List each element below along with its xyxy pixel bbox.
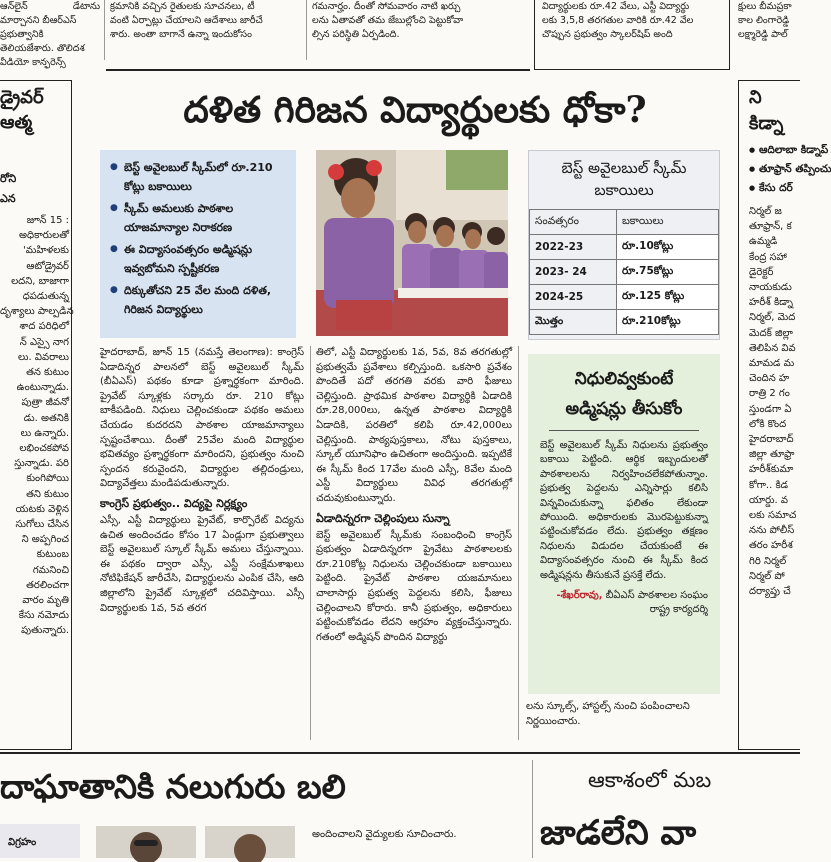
- text-line: శాద పరిధిలో: [19, 321, 69, 333]
- text-line: యటకు వెళ్లిన: [15, 503, 69, 515]
- heading-line: ఆత్మ: [0, 112, 33, 133]
- bottom-left-box: [0, 824, 80, 858]
- text-line: విద్యార్థులకు రూ.42 వేలు, ఎస్టీ విద్యార్థు: [542, 1, 690, 12]
- right-bullet: ● కేసు దర్: [749, 181, 800, 196]
- text-line: నను పోలీస్: [749, 525, 795, 537]
- article-subhead: కాంగ్రెస్ ప్రభుత్వం.. విద్యపై నిర్లక్ష్యం: [100, 496, 248, 510]
- highlight-item: ● దిక్కుతోచని 25 వేల మంది దళిత, గిరిజన విద్యార్థులు: [110, 281, 286, 319]
- quote-headline: [540, 364, 708, 424]
- bottom-left-label: విగ్రహం: [8, 837, 37, 848]
- text-line: చొప్పున ప్రభుత్వం స్కాలర్‌షిప్ అంది: [542, 29, 673, 40]
- text-line: ప్రభుత్వానికి తెలియజేశారు. తొలిదశ: [0, 29, 85, 54]
- amount-cell: రూ.75కోట్లు: [616, 260, 718, 285]
- text-line: గమనార్హం. దీంతో సోమవారం నాటి ఖర్చు: [312, 1, 461, 12]
- year-cell: 2023- 24: [530, 260, 617, 285]
- text-line: తెలిపిన వివ: [749, 342, 796, 354]
- students-photo-illustration: [316, 150, 508, 336]
- text-line: చెందిన హ: [749, 373, 790, 385]
- amount-cell: రూ.125 కోట్లు: [616, 285, 718, 310]
- table-header-cell: బకాయిలు: [616, 210, 718, 235]
- right-story-heading: [749, 81, 800, 137]
- article-column-2: [316, 346, 512, 742]
- text-line: గమనించి: [32, 564, 69, 576]
- right-bullet: ● ఆదిలాబా కిడ్నాప్: [749, 143, 800, 158]
- sub-line: ఎన: [0, 192, 16, 205]
- article-subhead: ఏడాదిన్నరగా చెల్లింపులు సున్నా: [316, 511, 450, 525]
- top-col-3: [312, 0, 508, 58]
- table-row: [530, 235, 719, 260]
- left-story-body: [0, 213, 74, 639]
- text-line: ల్సిన పరిస్థితి ఏర్పడింది.: [312, 29, 400, 40]
- bottom-headline-left: దాఘాతానికి నలుగురు బలి: [0, 767, 346, 806]
- right-story-body: [749, 204, 800, 599]
- text-line: కుటుంబ: [36, 549, 69, 561]
- text-line: కుంగిపోయి: [26, 473, 69, 485]
- text-line: లకు సమాచ: [749, 510, 797, 522]
- person-photo-1: [96, 826, 196, 858]
- article-paragraph: ఎస్సీ, ఎస్టీ విద్యార్థులు ప్రైవేట్, కార్పొరేట్ విద్యను ఉచిత అందించడం కోసం 17 ఏండ్లుగా ప్రభుత్వాలు బెస్ట్ అవైలబుల్ స్కూల్ స్కీమ్ అమలు చేస్తున్నాయి. ఈ పథకం ద్వారా ఎస్సీ, ఎస్టీ సంక్షేమశాఖలు నోటిఫికేషన్ జారీచేసి, విద్యార్థులను ఎంపిక చేసి, ఆది జిల్లాలోని ప్రైవేట్ స్కూళ్లలో చదివిస్తాయి. ఎస్సీ విద్యార్థులకు 1వ, 5వ తరగ: [100, 514, 304, 614]
- quote-headline-line: అడ్మిషన్లు తీసుకోం: [565, 399, 683, 419]
- text-line: మెదక్ జిల్లా: [749, 327, 793, 339]
- table-header-cell: సంవత్సరం: [530, 210, 617, 235]
- text-line: హరీశ్ కిడ్నా: [749, 297, 794, 309]
- bottom-headline-right-big: జాడలేని వా: [540, 813, 697, 853]
- quote-box: [528, 354, 720, 694]
- highlight-item: ● స్కీమ్ అమలుకు పాఠశాల యాజమాన్యాల నిరాకరణ: [110, 199, 286, 237]
- top-col-4: [542, 0, 726, 58]
- highlight-item: ● బెస్ట్ అవైలబుల్ స్కీమ్‌లో రూ.210 కోట్లు బకాయిలు: [110, 158, 286, 196]
- text-line: లభించకపోవ: [19, 443, 69, 455]
- text-line: న్ ఎస్సై నాగ: [19, 336, 69, 348]
- text-line: నిర్మల్ పో: [749, 570, 785, 582]
- dues-table-title: బెస్ట్ అవైలబుల్ స్కీమ్ బకాయిలు: [561, 159, 687, 199]
- text-line: ఉంటున్నాడు.: [16, 382, 69, 394]
- text-line: హరీశ్‌కుమా: [749, 464, 794, 476]
- person-photo-2: [205, 826, 295, 858]
- quote-column-tail: [526, 700, 726, 740]
- text-line: లోకి కొంద: [749, 418, 787, 430]
- text-line: దర్యాప్తు చే: [749, 586, 791, 598]
- top-col-2: [110, 0, 302, 58]
- text-line: లదని, బాజాగా: [11, 275, 69, 287]
- heading-line: ని: [749, 87, 762, 108]
- article-paragraph: హైదరాబాద్, జూన్ 15 (నమస్తే తెలంగాణ): కాంగ్రెస్ ఏడాదిన్నర పాలనలో బెస్ట్ అవైలబుల్ స్కీమ్ (బీఏఎస్) పథకం కూడా ప్రశ్నార్థకంగా మారింది. ప్రైవేట్ స్కూళ్లకు సర్కారు రూ. 210 కోట్లు బాకీపడింది. నిధులు చెల్లించకుండా పథకం అమలు చేయడం కుదరదని పాఠశాల యాజమాన్యాలు స్పష్టంచేశాయి. దీంతో 25వేల మంది విద్యార్థుల భవితవ్యం ప్రశ్నార్థకంగా మారిందని, ప్రభుత్వం నుంచి స్పందన కరువైందని, విద్యార్థుల తల్లిదండ్రులు, విద్యావేత్తలు మండిపడుతున్నారు.: [100, 347, 304, 490]
- text-line: తన కుటుం: [26, 367, 69, 379]
- text-line: స్తున్నాడు. పరి: [14, 458, 69, 470]
- highlight-item: ● ఈ విద్యాసంవత్సరం అడ్మిషన్లు ఇవ్వబోమని స్పష్టీకరణ: [110, 240, 286, 278]
- text-line: ఉమ్మడి: [749, 236, 778, 248]
- text-line: జూన్ 15 :: [26, 215, 69, 226]
- text-line: పుత్రా జీవనో: [21, 397, 69, 409]
- year-cell: 2022-23: [530, 235, 617, 260]
- amount-cell: రూ.10కోట్లు: [616, 235, 718, 260]
- main-headline: దళిత గిరిజన విద్యార్థులకు ధోకా?: [183, 89, 647, 131]
- text-line: రాత్రి 2 గం: [749, 388, 790, 400]
- text-line: నాయకుడు: [749, 282, 792, 294]
- text-line: ధపడుతున్న: [22, 291, 69, 303]
- text-line: లను ఏతావతో తమ జేబుల్లోంచి పెట్టుకోవా: [312, 15, 464, 26]
- text-line: కాల లింగారెడ్డి: [738, 15, 790, 26]
- article-paragraph: తిలో, ఎస్టీ విద్యార్థులకు 1వ, 5వ, 8వ తరగతుల్లో ప్రభుత్వమే ప్రవేశాలు కల్పిస్తుంది. ఒకసారి ప్రవేశం పొందితే పదో తరగతి వరకు వారి ఫీజులు చెల్లిస్తుంది. ప్రాథమిక పాఠశాల విద్యార్థికి ఏడాదికి రూ.28,000లు, ఉన్నత పాఠశాల విద్యార్థికి ఏడాదికి, పరతిలో కలిపి రూ.42,000లు చెల్లిస్తుంది. పాఠ్యపుస్తకాలు, నోటు పుస్తకాలు, స్కూల్ యూనిఫాం ఉచితంగా అందిస్తుంది. ఇప్పటికే ఈ స్కీమ్ కింద 17వేల మంది ఎస్సీ, 8వేల మంది ఎస్టీ విద్యార్థులు వివిధ తరగతుల్లో చదువుకుంటున్నారు.: [316, 347, 512, 504]
- year-cell: 2024-25: [530, 285, 617, 310]
- text-line: డు. అతనికి: [23, 412, 69, 424]
- text-line: యార్డు. వ: [749, 494, 788, 506]
- bottom-mid-text: అందించాలని వైద్యులకు సూచించారు.: [312, 829, 457, 840]
- left-story-heading: [0, 81, 71, 135]
- text-line: లకు 3,5,8 తరగతుల వారికి రూ.42 వేల: [542, 15, 694, 26]
- text-line: క్రమానికి వచ్చిన రైతులకు సూచనలు, టీ: [110, 1, 255, 12]
- quote-headline-line: నిధులివ్వకుంటే: [574, 369, 674, 389]
- text-line: నిర్ణయించారు.: [526, 715, 581, 727]
- right-story-bullets: [749, 143, 831, 196]
- text-line: 'మహిళలకు: [23, 245, 69, 257]
- year-cell: మొత్తం: [530, 310, 617, 335]
- text-line: డైరెక్టర్: [749, 266, 774, 278]
- text-line: ఆన్‌లైన్‌ డేటాను మార్చానని బీఆర్‌ఎస్: [0, 1, 100, 26]
- text-line: దృశ్యాలు పాల్పడిన: [0, 306, 74, 318]
- text-line: కేసు నమోదు: [18, 610, 69, 622]
- table-row: [530, 260, 719, 285]
- top-col-5: [738, 0, 800, 58]
- amount-cell: రూ.210కోట్లు: [616, 310, 718, 335]
- dues-table-box: [528, 150, 720, 340]
- heading-line: కిడ్నా: [749, 113, 784, 134]
- quote-attribution: [540, 589, 708, 617]
- text-line: జిల్లా తూఫ్రా: [749, 449, 795, 461]
- text-line: తని కుటుం: [26, 488, 69, 500]
- quote-body: బెస్ట్ అవైలబుల్ స్కీమ్ నిధులను ప్రభుత్వం బకాయి పెట్టింది. ఆర్థిక ఇబ్బందులతో పాఠశాలలను నిర్వహించలేకపోతున్నాం. ప్రభుత్వ పెద్దలను ఎన్నిసార్లు కలిసి విన్నవించుకున్నా ఫలితం లేకుండా పోయింది. అధికారులకు మొరపెట్టుకున్నా పట్టించుకోవడం లేదు. ప్రభుత్వం తక్షణం నిధులను విడుదల చేయకుంటే ఈ విద్యాసంవత్సరం నుంచి ఈ స్కీమ్ కింద అడ్మిషన్లను తీసుకునే ప్రసక్తే లేదు.: [540, 440, 708, 581]
- quote-author: -శేఖర్‌రావు,: [556, 590, 603, 602]
- students-photo: [316, 150, 508, 336]
- text-line: కోగా.. కిడ: [749, 479, 789, 491]
- text-line: లక్ష్మారెడ్డి పాల్: [738, 29, 788, 40]
- text-line: సుగోలు చేసిన: [15, 519, 69, 531]
- bottom-headline-right-small: ఆకాశంలో మబ: [588, 768, 712, 792]
- text-line: తూఫ్రాన్, క: [749, 221, 792, 233]
- text-line: గిరి నిర్మల్: [749, 555, 787, 567]
- highlights-box: [100, 150, 296, 338]
- text-line: వీడియో కాన్ఫరెన్స్: [0, 57, 66, 68]
- text-line: స్తుండగా ఏ: [749, 403, 792, 415]
- text-line: వంటి ఏర్పాట్లు చేయాలని ఆదేశాలు జారీచే: [110, 15, 263, 26]
- text-line: తరలించగా: [26, 579, 69, 591]
- text-line: లు ఉన్నారు.: [20, 427, 69, 439]
- table-row: [530, 310, 719, 335]
- left-story-box: [0, 80, 72, 750]
- article-column-1: [100, 346, 304, 742]
- text-line: లను స్కూల్స్, హాస్టల్స్ నుంచి పంపించాలని: [526, 701, 690, 712]
- text-line: శారు. అంతా బాగానే ఉన్నా ఇందుకోసం: [110, 29, 252, 40]
- table-header-row: [530, 210, 719, 235]
- text-line: మామడ మ: [749, 358, 795, 370]
- text-line: పుతున్నారు.: [21, 625, 69, 637]
- right-bullet: ● తూఫ్రాన్ తప్పించు: [749, 162, 800, 177]
- text-line: వారం మృతి: [22, 595, 69, 607]
- table-row: [530, 285, 719, 310]
- dues-table: [529, 209, 719, 335]
- quote-designation: బీఏఎస్ పాఠశాలల సంఘం రాష్ట్ర కార్యదర్శి: [605, 590, 708, 616]
- text-line: నిర్మల్ జ: [749, 206, 782, 217]
- heading-line: డ్రైవర్: [0, 87, 44, 108]
- text-line: ని అప్పగించ: [21, 534, 69, 546]
- text-line: క్షులు బీమప్రకా: [738, 1, 792, 12]
- text-line: లు. వివరాలు: [17, 351, 69, 363]
- text-line: ఆటోడ్రైవర్: [26, 260, 69, 272]
- text-line: తరం హరీశ: [749, 540, 793, 552]
- sub-line: రోని: [0, 172, 17, 185]
- text-line: హైదరాబాద్: [749, 434, 794, 446]
- text-line: నిర్మల్, మెద: [749, 312, 796, 324]
- text-line: కేంద్ర సహా: [749, 251, 787, 263]
- top-col-1: [0, 0, 100, 68]
- right-story-box: [738, 80, 831, 750]
- article-paragraph: బెస్ట్ అవైలబుల్ స్కీమ్‌కు సంబంధించి కాంగ్రెస్ ప్రభుత్వం ఏడాదిన్నరగా ప్రైవేటు పాఠశాలలకు రూ.210కోట్ల నిధులను చెల్లించకుండా బకాయిలు పెట్టింది. ప్రైవేట్ పాఠశాల యజమానులు చాలాసార్లు ప్రభుత్వ పెద్దలను కలిసి, ఫీజులు చెల్లించాలని కోరారు. కానీ ప్రభుత్వం, అధికారులు పట్టించుకోవడం లేదని ఆగ్రహం వ్యక్తంచేస్తున్నారు. గతంలో అడ్మిషన్ పొందిన విద్యార్థు: [316, 529, 512, 643]
- text-line: అధికారులతో: [19, 230, 69, 242]
